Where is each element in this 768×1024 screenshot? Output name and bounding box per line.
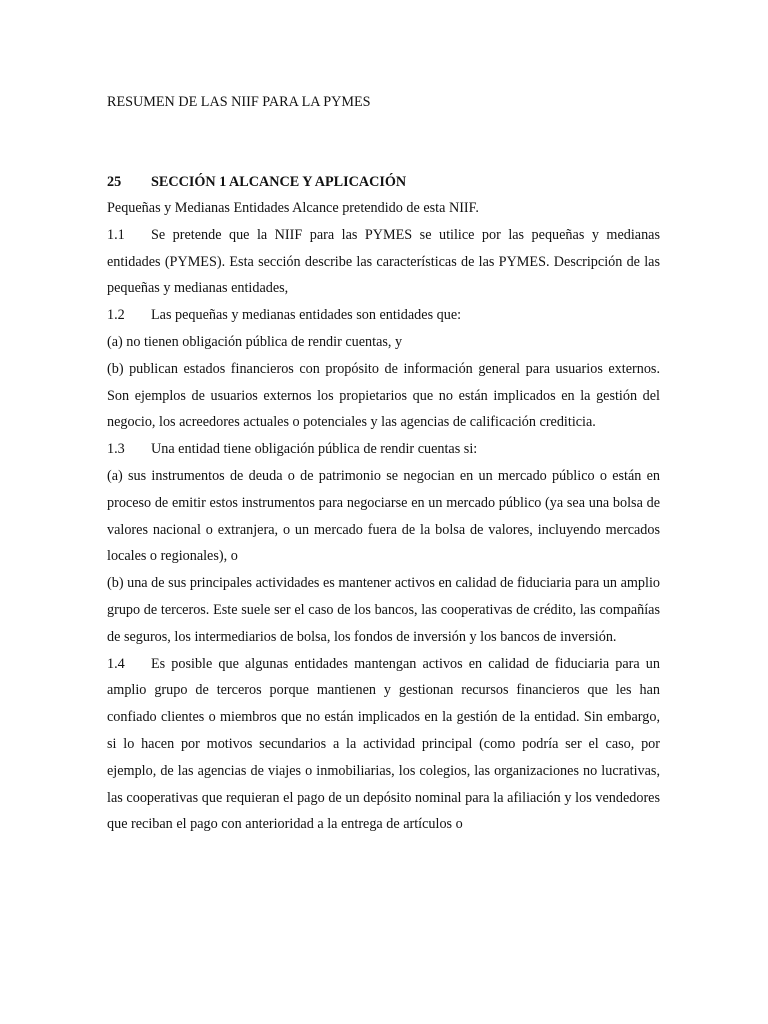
paragraph-text: (b) una de sus principales actividades es mantener activos en calidad de fiduciaria para un amplio grupo de terceros. Este suele ser el caso de los bancos, las cooperativas de crédito, las compañías de seguros, los intermediarios de bolsa, los fondos de inversión y los bancos de inversión. bbox=[107, 575, 660, 645]
paragraph-number: 1.2 bbox=[107, 307, 125, 324]
paragraph-text: Una entidad tiene obligación pública de rendir cuentas si: bbox=[151, 441, 478, 458]
section-heading bbox=[107, 169, 660, 195]
paragraph bbox=[107, 195, 660, 222]
paragraph-text: (b) publican estados financieros con propósito de información general para usuarios externos. Son ejemplos de usuarios externos los propietarios que no están implicados en la gestión del negocio, los acreedores actuales o potenciales y las agencias de calificación crediticia. bbox=[107, 360, 660, 431]
list-item-a bbox=[107, 463, 660, 570]
paragraph-1-1 bbox=[107, 222, 660, 302]
paragraph-text: Pequeñas y Medianas Entidades Alcance pretendido de esta NIIF. bbox=[107, 200, 479, 216]
paragraph-text: Las pequeñas y medianas entidades son entidades que: bbox=[151, 307, 462, 324]
paragraph-number: 1.4 bbox=[107, 655, 125, 672]
paragraph-number: 1.3 bbox=[107, 441, 125, 458]
section-title: SECCIÓN 1 ALCANCE Y APLICACIÓN bbox=[151, 174, 407, 190]
paragraph-number: 1.1 bbox=[107, 226, 125, 243]
list-item-b bbox=[107, 356, 660, 436]
document-body bbox=[107, 89, 660, 838]
paragraph-text: (a) sus instrumentos de deuda o de patrimonio se negocian en un mercado público o están en proceso de emitir estos instrumentos para negociarse en un mercado público (ya sea una bolsa de valores nacional o extranjera, o un mercado fuera de la bolsa de valores, incluyendo mercados locales o regionales), o bbox=[107, 467, 660, 565]
paragraph-1-2 bbox=[107, 302, 660, 329]
paragraph-text: (a) no tienen obligación pública de rendir cuentas, y bbox=[107, 333, 403, 350]
section-number: 25 bbox=[107, 174, 122, 190]
paragraph-1-4 bbox=[107, 651, 660, 839]
document-title: RESUMEN DE LAS NIIF PARA LA PYMES bbox=[107, 94, 371, 110]
paragraph-text: Se pretende que la NIIF para las PYMES se utilice por las pequeñas y medianas entidades (PYMES). Esta sección describe las características de las PYMES. Descripción de las pequeñas y medianas entidades, bbox=[107, 226, 660, 297]
paragraph-text: Es posible que algunas entidades mantengan activos en calidad de fiduciaria para un amplio grupo de terceros porque mantienen y gestionan recursos financieros que les han confiado clientes o miembros que no están implicados en la gestión de la entidad. Sin embargo, si lo hacen por motivos secundarios a la actividad principal (como podría ser el caso, por ejemplo, de las agencias de viajes o inmobiliarias, los colegios, las organizaciones no lucrativas, las cooperativas que requieran el pago de un depósito nominal para la afiliación y los vendedores que reciban el pago con anterioridad a la entrega de artículos o bbox=[107, 655, 660, 833]
list-item-b bbox=[107, 570, 660, 650]
list-item-a bbox=[107, 329, 660, 356]
paragraph-1-3 bbox=[107, 436, 660, 463]
